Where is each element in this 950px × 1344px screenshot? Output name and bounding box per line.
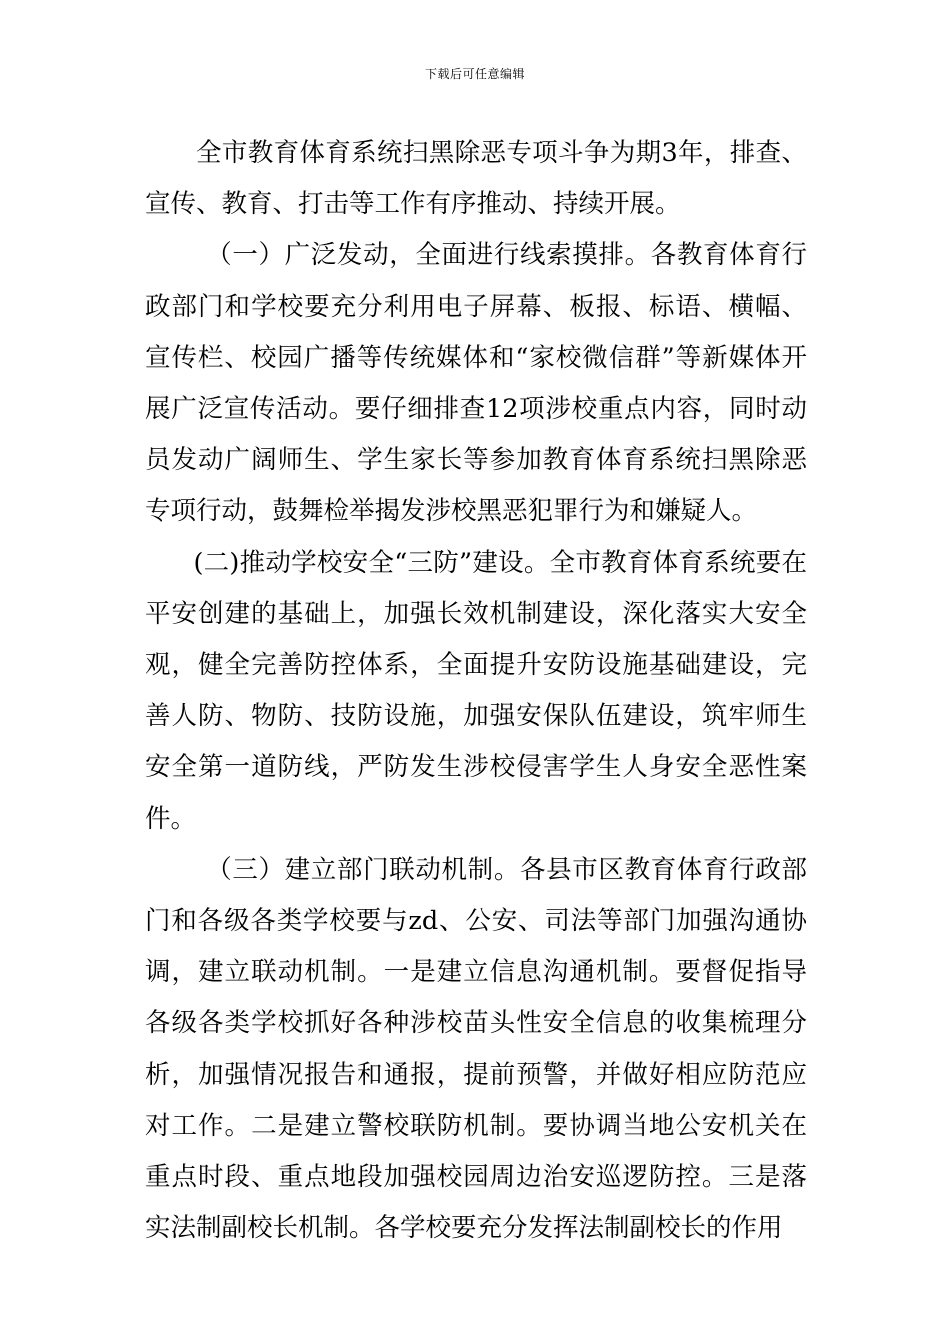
document-body <box>145 128 807 1254</box>
paragraph-section-1: （一）广泛发动，全面进行线索摸排。各教育体育行政部门和学校要充分利用电子屏幕、板报、标语、横幅、宣传栏、校园广播等传统媒体和“家校微信群”等新媒体开展广泛宣传活动。要仔细排查12项涉校重点内容，同时动员发动广阔师生、学生家长等参加教育体育系统扫黑除恶专项行动，鼓舞检举揭发涉校黑恶犯罪行为和嫌疑人。 <box>145 240 807 527</box>
paragraph-section-2: (二)推动学校安全“三防”建设。全市教育体育系统要在平安创建的基础上，加强长效机制建设，深化落实大安全观，健全完善防控体系，全面提升安防设施基础建设，完善人防、物防、技防设施，加强安保队伍建设，筑牢师生安全第一道防线，严防发生涉校侵害学生人身安全恶性案件。 <box>145 547 807 834</box>
paragraph-section-3: （三）建立部门联动机制。各县市区教育体育行政部门和各级各类学校要与zd、公安、司法等部门加强沟通协调，建立联动机制。一是建立信息沟通机制。要督促指导各级各类学校抓好各种涉校苗头性安全信息的收集梳理分析，加强情况报告和通报，提前预警，并做好相应防范应对工作。二是建立警校联防机制。要协调当地公安机关在重点时段、重点地段加强校园周边治安巡逻防控。三是落实法制副校长机制。各学校要充分发挥法制副校长的作用 <box>145 854 807 1244</box>
paragraph-intro: 全市教育体育系统扫黑除恶专项斗争为期3年，排查、宣传、教育、打击等工作有序推动、持续开展。 <box>145 138 807 220</box>
download-note: 下载后可任意编辑 <box>424 67 525 81</box>
